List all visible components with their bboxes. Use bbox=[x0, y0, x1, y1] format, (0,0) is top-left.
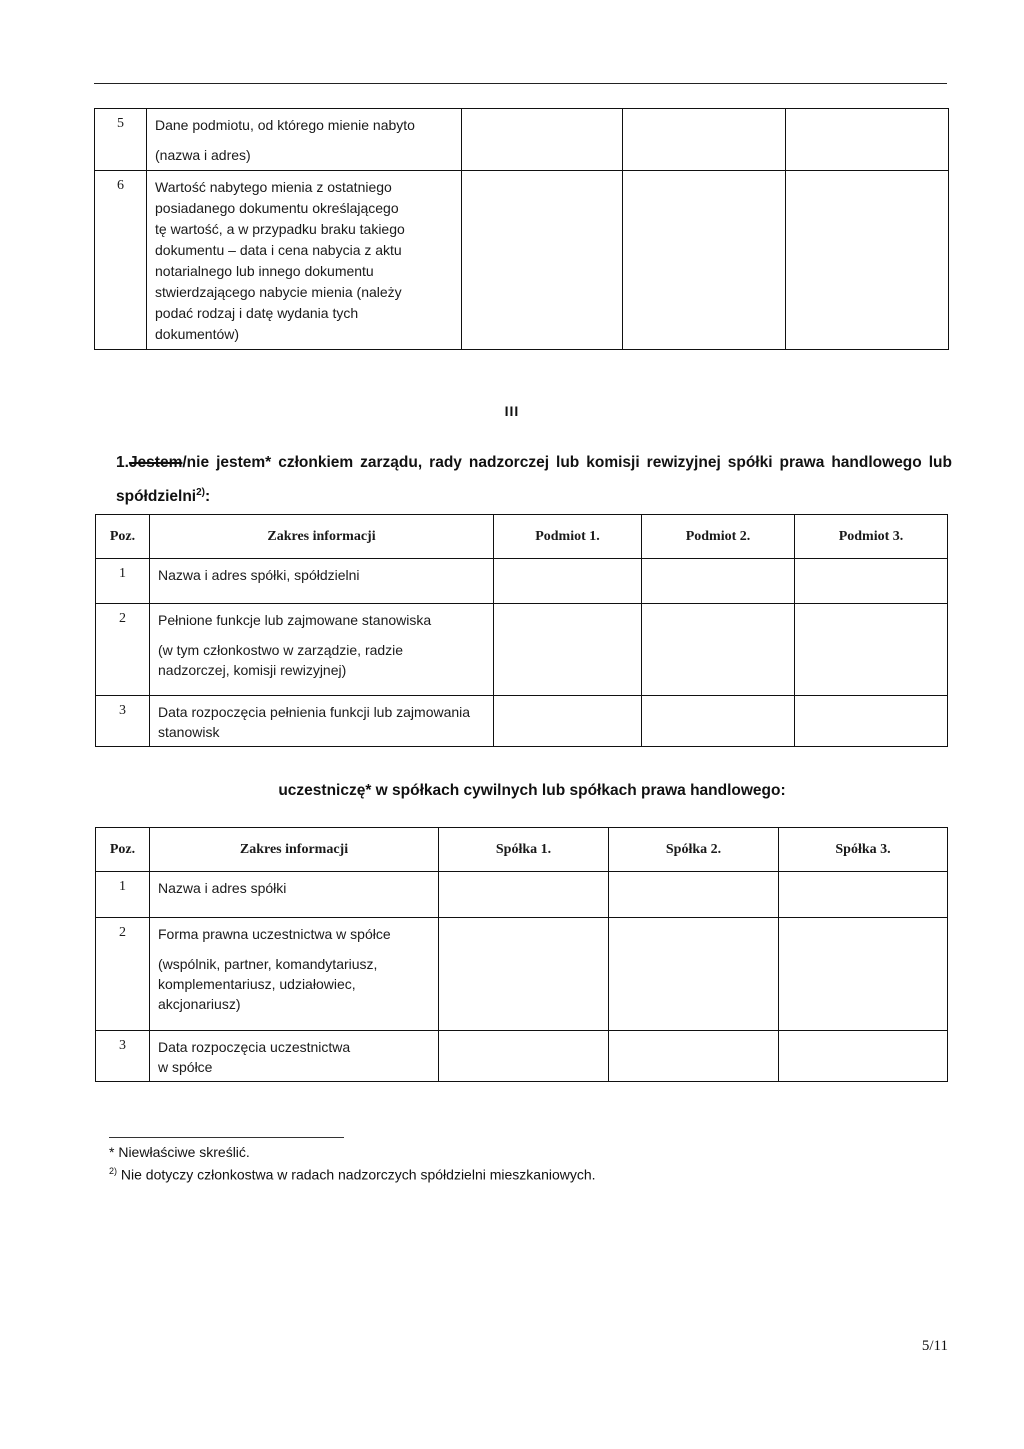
label-line: w spółce bbox=[158, 1059, 213, 1075]
entry-cell[interactable] bbox=[462, 109, 623, 171]
entry-cell[interactable] bbox=[439, 1031, 609, 1082]
entry-cell[interactable] bbox=[642, 604, 795, 696]
entry-cell[interactable] bbox=[795, 559, 948, 604]
table-row bbox=[96, 604, 948, 696]
label-line: notarialnego lub innego dokumentu bbox=[155, 263, 374, 279]
row-label bbox=[150, 559, 494, 604]
table-row bbox=[95, 171, 949, 350]
entry-cell[interactable] bbox=[609, 1031, 779, 1082]
entry-cell[interactable] bbox=[779, 872, 948, 918]
row-number: 2 bbox=[96, 918, 150, 1031]
header-cell: Poz. bbox=[96, 828, 150, 872]
header-cell: Spółka 1. bbox=[439, 828, 609, 872]
top-rule bbox=[94, 83, 947, 84]
row-number: 5 bbox=[95, 109, 147, 171]
entry-cell[interactable] bbox=[642, 559, 795, 604]
table-header bbox=[96, 515, 948, 559]
entry-cell[interactable] bbox=[494, 696, 642, 747]
table-row bbox=[96, 696, 948, 747]
footnote-ref: 2) bbox=[196, 487, 205, 498]
declaration-text: /nie jestem* członkiem zarządu, rady nadzorczej lub komisji rewizyjnej spółki prawa handlowego lub spółdzielni bbox=[116, 454, 952, 506]
entry-cell[interactable] bbox=[795, 604, 948, 696]
label-line: tę wartość, a w przypadku braku takiego bbox=[155, 221, 405, 237]
label-line: dokumentu – data i cena nabycia z aktu bbox=[155, 242, 402, 258]
table-row bbox=[96, 559, 948, 604]
label-line: stwierdzającego nabycie mienia (należy bbox=[155, 284, 402, 300]
row-number: 2 bbox=[96, 604, 150, 696]
table-row bbox=[96, 918, 948, 1031]
section-subheading: uczestniczę* w spółkach cywilnych lub spółkach prawa handlowego: bbox=[278, 782, 786, 799]
label-line: Pełnione funkcje lub zajmowane stanowiska bbox=[158, 612, 432, 628]
row-label bbox=[147, 171, 462, 350]
declaration-1 bbox=[116, 448, 952, 512]
row-number: 1 bbox=[96, 559, 150, 604]
label-line: dokumentów) bbox=[155, 326, 240, 342]
entry-cell[interactable] bbox=[494, 604, 642, 696]
label-line: nadzorczej, komisji rewizyjnej) bbox=[158, 662, 347, 678]
entry-cell[interactable] bbox=[609, 872, 779, 918]
entry-cell[interactable] bbox=[779, 1031, 948, 1082]
label-line: Forma prawna uczestnictwa w spółce bbox=[158, 926, 391, 942]
label-line: (nazwa i adres) bbox=[155, 147, 251, 163]
header-cell: Spółka 3. bbox=[779, 828, 948, 872]
struck-option: Jestem bbox=[128, 454, 183, 471]
row-label bbox=[150, 696, 494, 747]
table-row bbox=[96, 872, 948, 918]
label-line: posiadanego dokumentu określającego bbox=[155, 200, 399, 216]
row-label bbox=[150, 872, 439, 918]
label-line: Dane podmiotu, od którego mienie nabyto bbox=[155, 117, 415, 133]
declaration-number: 1. bbox=[116, 454, 129, 471]
entry-cell[interactable] bbox=[494, 559, 642, 604]
table-row bbox=[96, 1031, 948, 1082]
label-line: Wartość nabytego mienia z ostatniego bbox=[155, 179, 392, 195]
entry-cell[interactable] bbox=[786, 109, 949, 171]
entry-cell[interactable] bbox=[623, 109, 786, 171]
label-line: komplementariusz, udziałowiec, bbox=[158, 976, 356, 992]
board-membership-table bbox=[95, 514, 948, 747]
entry-cell[interactable] bbox=[609, 918, 779, 1031]
section-numeral: III bbox=[504, 403, 520, 419]
row-label bbox=[150, 918, 439, 1031]
header-cell: Zakres informacji bbox=[150, 515, 494, 559]
company-participation-table bbox=[95, 827, 948, 1082]
row-number: 1 bbox=[96, 872, 150, 918]
row-number: 3 bbox=[96, 696, 150, 747]
header-cell: Podmiot 2. bbox=[642, 515, 795, 559]
label-line: Data rozpoczęcia pełnienia funkcji lub zajmowania bbox=[158, 704, 471, 720]
row-label bbox=[150, 1031, 439, 1082]
property-table bbox=[94, 108, 949, 350]
table-row bbox=[95, 109, 949, 171]
label-line: Nazwa i adres spółki, spółdzielni bbox=[158, 567, 360, 583]
entry-cell[interactable] bbox=[439, 872, 609, 918]
label-line: akcjonariusz) bbox=[158, 996, 241, 1012]
row-label bbox=[147, 109, 462, 171]
entry-cell[interactable] bbox=[623, 171, 786, 350]
header-cell: Podmiot 3. bbox=[795, 515, 948, 559]
row-number: 6 bbox=[95, 171, 147, 350]
entry-cell[interactable] bbox=[439, 918, 609, 1031]
label-line: stanowisk bbox=[158, 724, 220, 740]
footnote-rule bbox=[109, 1137, 344, 1138]
label-line: Data rozpoczęcia uczestnictwa bbox=[158, 1039, 351, 1055]
entry-cell[interactable] bbox=[786, 171, 949, 350]
footnote-mark: 2) bbox=[109, 1166, 118, 1176]
label-line: (w tym członkostwo w zarządzie, radzie bbox=[158, 642, 404, 658]
page-number: 5/11 bbox=[921, 1338, 948, 1354]
label-line: Nazwa i adres spółki bbox=[158, 880, 287, 896]
declaration-end: : bbox=[205, 488, 211, 506]
entry-cell[interactable] bbox=[795, 696, 948, 747]
header-cell: Podmiot 1. bbox=[494, 515, 642, 559]
entry-cell[interactable] bbox=[642, 696, 795, 747]
footnote-2 bbox=[109, 1166, 596, 1183]
header-cell: Spółka 2. bbox=[609, 828, 779, 872]
label-line: (wspólnik, partner, komandytariusz, bbox=[158, 956, 378, 972]
label-line: podać rodzaj i datę wydania tych bbox=[155, 305, 359, 321]
footnote-1: * Niewłaściwe skreślić. bbox=[109, 1144, 250, 1160]
header-cell: Zakres informacji bbox=[150, 828, 439, 872]
footnote-text: Nie dotyczy członkostwa w radach nadzorczych spółdzielni mieszkaniowych. bbox=[117, 1166, 596, 1183]
entry-cell[interactable] bbox=[779, 918, 948, 1031]
row-number: 3 bbox=[96, 1031, 150, 1082]
table-header bbox=[96, 828, 948, 872]
row-label bbox=[150, 604, 494, 696]
header-cell: Poz. bbox=[96, 515, 150, 559]
entry-cell[interactable] bbox=[462, 171, 623, 350]
